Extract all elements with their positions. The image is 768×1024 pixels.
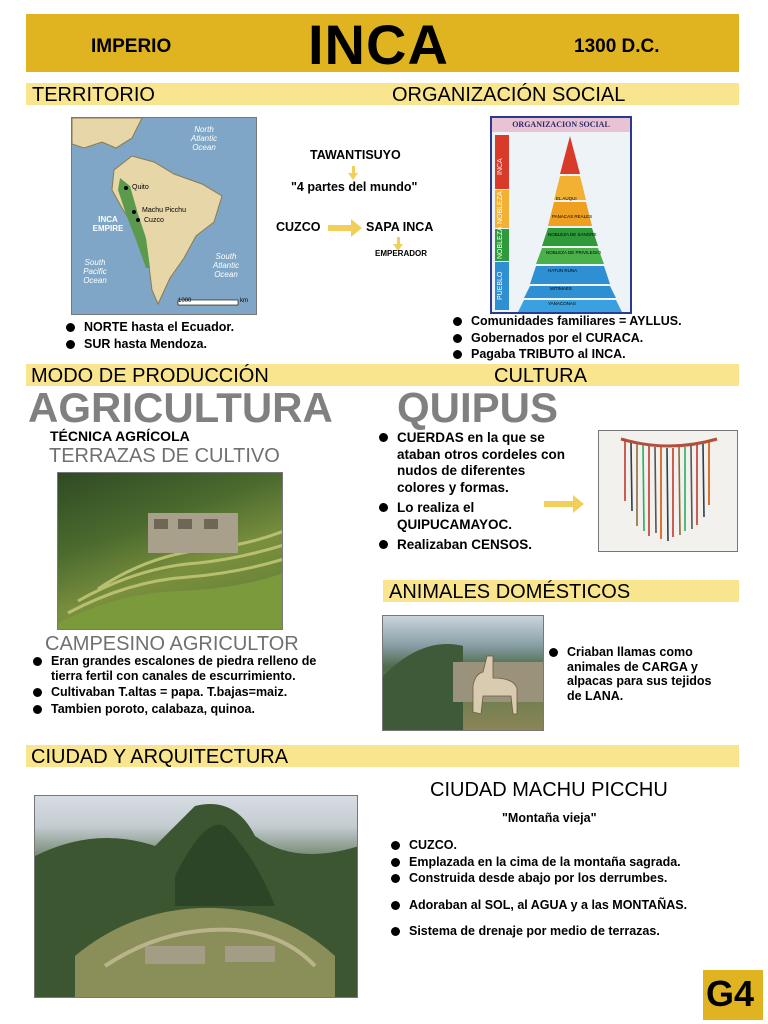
arrow-down-1 [352,166,355,174]
big-agricultura: AGRICULTURA [28,384,333,431]
list-item: CUZCO. [391,838,711,853]
quipu-graphic [599,431,738,552]
map-label-south-pacific: South Pacific Ocean [83,258,107,285]
arrow-right-quipu [544,501,574,507]
band-produccion [26,364,739,386]
side-label-text: NOBLEZA [497,226,504,259]
list-item: Comunidades familiares = AYLLUS. [453,314,743,329]
map-label-cuzco: Cuzco [144,217,164,224]
machu-picchu-photo [34,795,358,998]
map-scale-unit: km [240,298,248,304]
list-item: Emplazada en la cima de la montaña sagrada. [391,855,711,870]
arrow-down-2 [397,237,400,245]
social-pyramid-chart [490,116,632,314]
quipu-photo [598,430,738,552]
label-sapa-inca: SAPA INCA [366,220,434,234]
list-item: SUR hasta Mendoza. [66,337,296,352]
pyramid-level-7: YANACONAS [548,301,576,306]
section-title-territorio: TERRITORIO [32,84,155,106]
pyramid-level-6: MITIMAES [550,286,572,291]
pyramid-level-2: PANACAS REALES [552,214,593,219]
pyramid-level-4: NOBLEZA DE PRIVILEGIO [546,250,602,255]
band-territorio [26,83,739,105]
map-label-machu: Machu Picchu [142,207,186,214]
terraces-graphic [58,473,283,630]
list-item: Tambien poroto, calabaza, quinoa. [33,702,333,717]
side-label-text: PUEBLO [497,271,504,300]
organizacion-bullet-list [453,314,743,364]
side-label-pueblo [495,262,509,310]
list-item: CUERDAS en la que se ataban otros cordeles con nudos de diferentes colores y formas. [379,430,569,496]
pyramid-title: ORGANIZACION SOCIAL [492,118,630,132]
south-america-map [71,117,257,315]
list-item: Cultivaban T.altas = papa. T.bajas=maiz. [33,685,333,700]
list-item: Adoraban al SOL, al AGUA y a las MONTAÑAS. [391,898,711,913]
band-ciudad [26,745,739,767]
band-animales [383,580,739,602]
section-title-organizacion: ORGANIZACIÓN SOCIAL [392,84,626,106]
header-right: 1300 D.C. [574,36,660,57]
page-title: INCA [308,13,449,76]
label-emperador: EMPERADOR [375,249,428,258]
ciudad-bullet-list [391,838,711,941]
label-tecnica: TÉCNICA AGRÍCOLA [50,428,190,444]
label-terrazas: TERRAZAS DE CULTIVO [49,445,280,467]
list-item: Criaban llamas como animales de CARGA y alpacas para sus tejidos de LANA. [549,645,729,703]
map-label-south-atlantic: South Atlantic Ocean [212,252,240,279]
section-title-animales: ANIMALES DOMÉSTICOS [389,581,631,603]
list-item: Gobernados por el CURACA. [453,331,743,346]
list-item: Lo realiza el QUIPUCAMAYOC. [379,500,569,533]
header-banner [26,13,739,76]
map-scale-value: 1000 [178,298,192,304]
animales-bullet-list [549,645,729,705]
section-title-modo: MODO DE PRODUCCIÓN [31,365,269,387]
section-title-ciudad: CIUDAD Y ARQUITECTURA [31,746,289,768]
side-label-text: NOBLEZA [497,191,504,224]
list-item: Sistema de drenaje por medio de terrazas. [391,924,711,939]
llama-photo [382,615,544,731]
big-quipus: QUIPUS [397,384,559,431]
label-4-partes: "4 partes del mundo" [291,180,418,194]
badge-text: G4 [706,973,755,1014]
list-item: NORTE hasta el Ecuador. [66,320,296,335]
list-item: Pagaba TRIBUTO al INCA. [453,347,743,362]
header-left: IMPERIO [91,36,172,57]
group-badge [703,970,763,1020]
list-item: Construida desde abajo por los derrumbes. [391,871,711,886]
pyramid-level-1: EL AUQUI [556,196,577,201]
side-label-nobleza-1 [495,190,509,228]
side-label-nobleza-2 [495,226,509,261]
list-item: Realizaban CENSOS. [379,537,569,554]
territorio-bullet-list [66,320,296,353]
map-label-north-ocean: North Atlantic Ocean [190,125,218,152]
machu-graphic [35,796,358,998]
ciudad-title: CIUDAD MACHU PICCHU [430,779,668,801]
cultura-bullet-list [379,430,569,556]
pyramid-level-3: NOBLEZA DE SANGRE [548,232,597,237]
list-item: Eran grandes escalones de piedra relleno de tierra fertil con canales de escurrimiento. [33,654,333,683]
llama-graphic [383,616,544,731]
section-title-cultura: CULTURA [494,365,587,387]
ciudad-subtitle: "Montaña vieja" [502,811,597,825]
side-label-text: INCA [497,158,504,175]
produccion-bullet-list [33,654,333,718]
map-label-quito: Quito [132,184,149,191]
label-tawantisuyo: TAWANTISUYO [310,148,401,162]
arrow-right-1 [328,225,352,231]
label-campesino: CAMPESINO AGRICULTOR [45,633,299,655]
label-cuzco: CUZCO [276,220,321,234]
side-label-inca [495,135,509,189]
pyramid-level-5: HATUN RUNA [548,268,578,273]
map-label-inca-empire: INCA EMPIRE [92,215,124,233]
terraces-photo [57,472,283,630]
